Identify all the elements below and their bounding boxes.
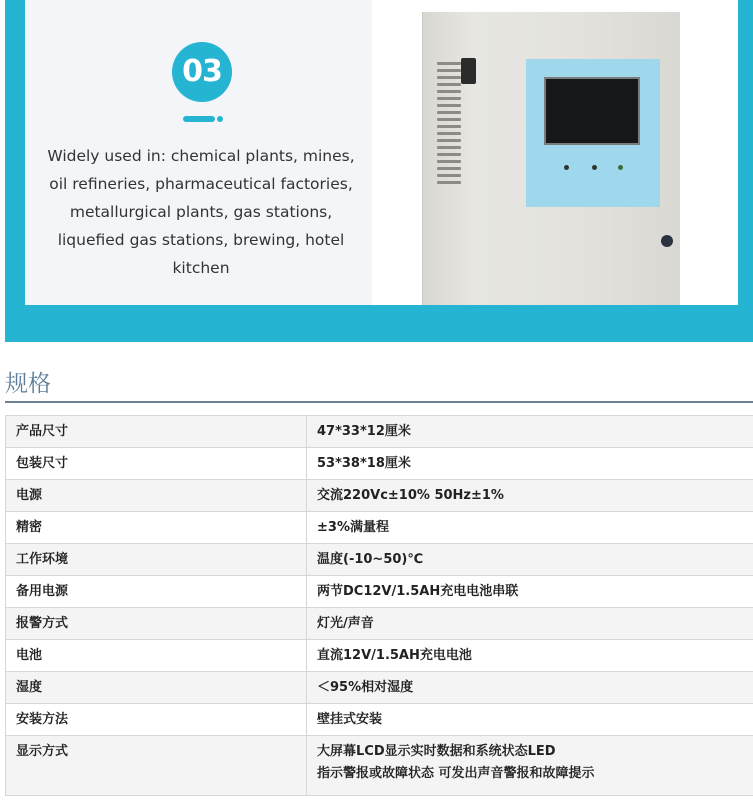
product-image	[372, 0, 738, 305]
spec-label: 备用电源	[6, 576, 307, 608]
description-line: liquefied gas stations, brewing, hotel	[57, 231, 345, 249]
section-divider	[5, 401, 753, 403]
spec-label: 电源	[6, 480, 307, 512]
feature-description	[43, 142, 359, 282]
vent-slot	[437, 160, 461, 163]
feature-banner	[5, 0, 753, 342]
alarm-led	[592, 165, 597, 170]
table-row	[6, 448, 753, 480]
spec-value-line: 大屏幕LCD显示实时数据和系统状态LED	[317, 744, 556, 759]
spec-value: 灯光/声音	[307, 608, 753, 640]
spec-value: 交流220Vc±10% 50Hz±1%	[307, 480, 753, 512]
vent-slot	[437, 83, 461, 86]
spec-value: 47*33*12厘米	[307, 416, 753, 448]
spec-label: 精密	[6, 512, 307, 544]
spec-label: 显示方式	[6, 736, 307, 796]
table-row	[6, 544, 753, 576]
table-row	[6, 576, 753, 608]
spec-value: ±3%满量程	[307, 512, 753, 544]
badge-underline-dot	[217, 116, 223, 122]
spec-value: 53*38*18厘米	[307, 448, 753, 480]
table-row	[6, 416, 753, 448]
spec-label: 工作环境	[6, 544, 307, 576]
vent-slot	[437, 146, 461, 149]
badge-underline-bar	[183, 116, 215, 122]
lcd-screen	[544, 77, 640, 145]
spec-value: 温度(-10~50)℃	[307, 544, 753, 576]
vent-slot	[437, 181, 461, 184]
spec-value: ＜95%相对湿度	[307, 672, 753, 704]
vent-slot	[437, 139, 461, 142]
description-line: metallurgical plants, gas stations,	[69, 203, 333, 221]
specs-table	[5, 415, 753, 796]
vent-slot	[437, 76, 461, 79]
feature-card	[25, 0, 738, 305]
vent-slot	[437, 167, 461, 170]
cabinet-side-panel	[423, 12, 471, 305]
spec-label: 产品尺寸	[6, 416, 307, 448]
front-panel	[526, 59, 660, 207]
specs-section-title: 规格	[5, 371, 51, 397]
table-row	[6, 480, 753, 512]
power-led	[564, 165, 569, 170]
vent-slot	[437, 118, 461, 121]
description-line: kitchen	[172, 259, 230, 277]
spec-value: 直流12V/1.5AH充电电池	[307, 640, 753, 672]
table-row	[6, 736, 753, 796]
spec-label: 电池	[6, 640, 307, 672]
spec-value: 壁挂式安装	[307, 704, 753, 736]
spec-value: 两节DC12V/1.5AH充电电池串联	[307, 576, 753, 608]
feature-text-block	[25, 0, 375, 305]
keyhole-lock	[661, 235, 673, 247]
table-row	[6, 672, 753, 704]
spec-label: 安装方法	[6, 704, 307, 736]
vent-slot	[437, 62, 461, 65]
spec-label: 包装尺寸	[6, 448, 307, 480]
vent-slot	[437, 90, 461, 93]
fault-led	[618, 165, 623, 170]
vent-slot	[437, 153, 461, 156]
spec-label: 报警方式	[6, 608, 307, 640]
description-line: Widely used in: chemical plants, mines,	[47, 147, 355, 165]
vent-slot	[437, 174, 461, 177]
spec-value	[307, 736, 753, 796]
vent-slot	[437, 69, 461, 72]
table-row	[6, 640, 753, 672]
gas-alarm-controller-cabinet	[422, 12, 680, 305]
spec-label: 湿度	[6, 672, 307, 704]
description-line: oil refineries, pharmaceutical factories,	[49, 175, 353, 193]
table-row	[6, 512, 753, 544]
feature-number-badge: 03	[172, 42, 232, 102]
vent-slot	[437, 132, 461, 135]
vent-slot	[437, 104, 461, 107]
cabinet-latch	[461, 58, 476, 84]
spec-value-line: 指示警报或故障状态 可发出声音警报和故障提示	[317, 766, 595, 781]
table-row	[6, 608, 753, 640]
table-row	[6, 704, 753, 736]
vent-slot	[437, 125, 461, 128]
vent-slot	[437, 111, 461, 114]
vent-slot	[437, 97, 461, 100]
